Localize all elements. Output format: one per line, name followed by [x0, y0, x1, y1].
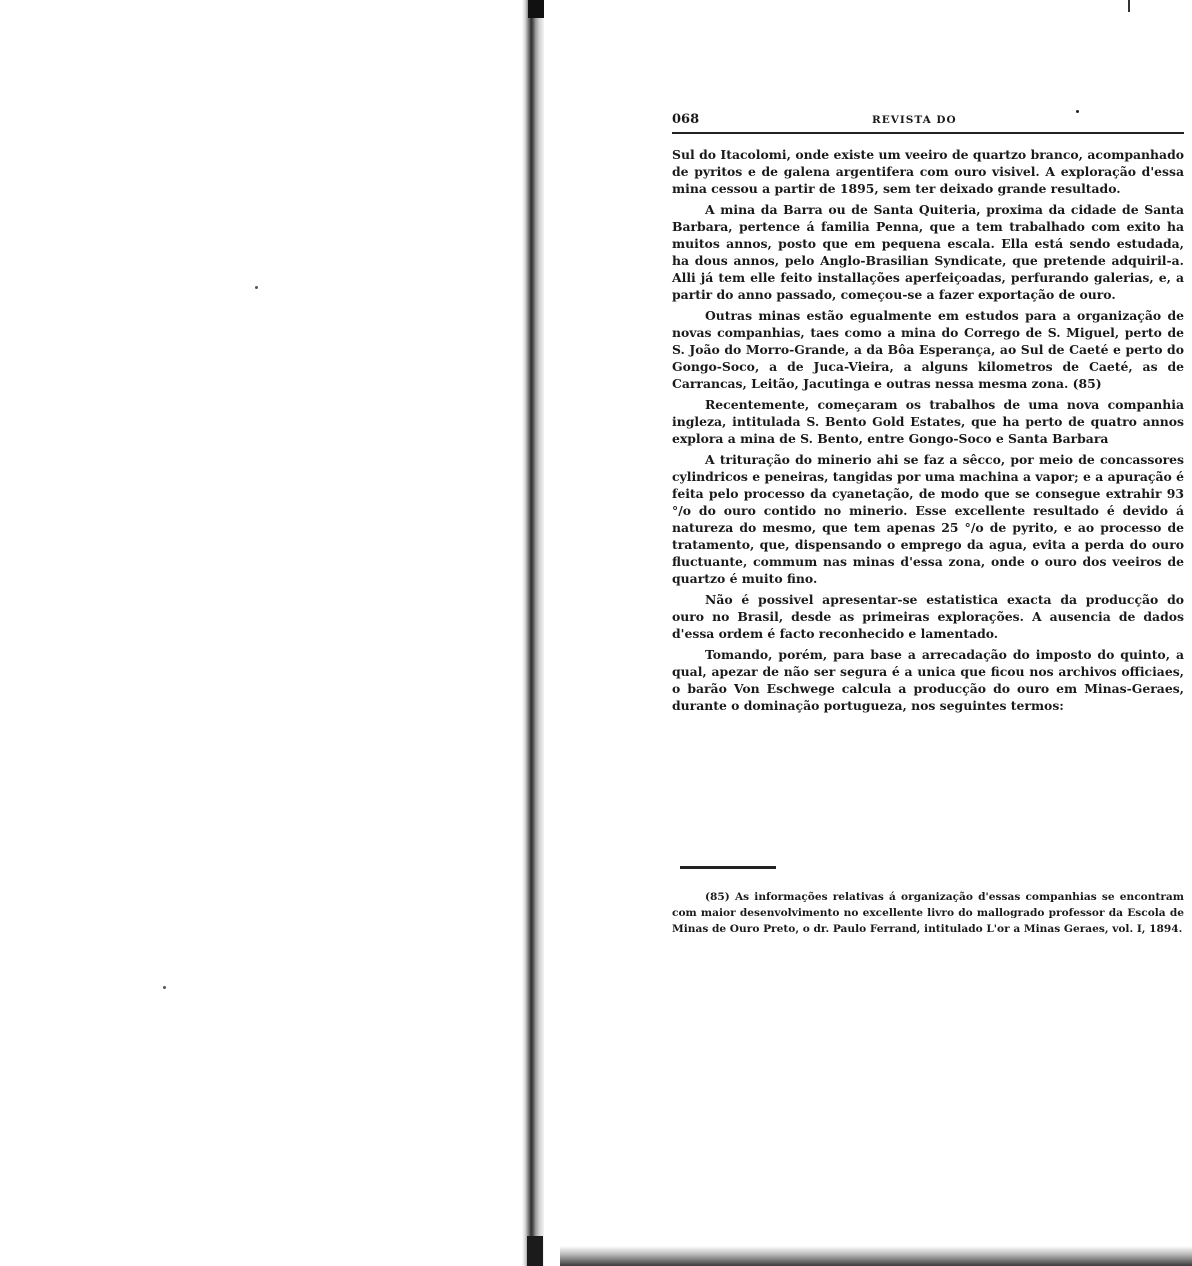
gutter-shadow-top: [528, 0, 544, 18]
paragraph: Tomando, porém, para base a arrecadação do imposto do quinto, a qual, apezar de não ser segura é a unica que ficou nos archivos officiaes, o barão Von Eschwege calcula a producção do ouro em Minas-Geraes, durante o dominação portugueza, nos seguintes termos:: [672, 647, 1184, 713]
paragraph: Recentemente, começaram os trabalhos de uma nova companhia ingleza, intitulada S. Bento Gold Estates, que ha perto de quatro annos explora a mina de S. Bento, entre Gongo-Soco e Santa Barbara: [672, 397, 1184, 446]
paragraph: Não é possivel apresentar-se estatistica exacta da producção do ouro no Brasil, desde as primeiras explorações. A ausencia de dados d'essa ordem é facto reconhecido e lamentado.: [672, 592, 1184, 641]
running-title: REVISTA DO: [872, 114, 957, 126]
page-bottom-edge: [560, 1246, 1192, 1266]
footnote: (85) As informações relativas á organização d'essas companhias se encontram com maior desenvolvimento no excellente livro do mallogrado professor da Escola de Minas de Ouro Preto, o dr. Paulo Ferrand, intitulado L'or a Minas Geraes, vol. I, 1894.: [672, 891, 1184, 935]
paragraph: A trituração do minerio ahi se faz a sêcco, por meio de concassores cylindricos e peneiras, tangidas por uma machina a vapor; e a apuração é feita pelo processo da cyanetação, de modo que se consegue extrahir 93 °/o do ouro contido no minerio. Esse excellente resultado é devido á natureza do mesmo, que tem apenas 25 °/o de pyrito, e ao processo de tratamento, que, dispensando o emprego da agua, evita a perda do ouro fluctuante, commum nas minas d'essa zona, onde o ouro dos veeiros de quartzo é muito fino.: [672, 452, 1184, 586]
paragraph: A mina da Barra ou de Santa Quiteria, proxima da cidade de Santa Barbara, pertence á familia Penna, que a tem trabalhado com exito ha muitos annos, posto que em pequena escala. Ella está sendo estudada, ha dous annos, pelo Anglo-Brasilian Syndicate, que pretende adquiril-a. Alli já tem elle feito installações aperfeiçoadas, perfurando galerias, e, a partir do anno passado, começou-se a fazer exportação de ouro.: [672, 202, 1184, 302]
footnote-divider: [680, 866, 776, 869]
page-speck: [255, 286, 258, 289]
page-number: 068: [672, 112, 700, 127]
page-speck: [163, 986, 166, 989]
gutter-shadow-bottom: [527, 1236, 543, 1266]
book-gutter: [522, 0, 544, 1266]
right-page: [672, 108, 1184, 948]
paragraph: Outras minas estão egualmente em estudos para a organização de novas companhias, taes como a mina do Corrego de S. Miguel, perto de S. João do Morro-Grande, a da Bôa Esperança, ao Sul de Caeté e perto do Gongo-Soco, a de Juca-Vieira, a alguns kilometros de Caeté, as de Carrancas, Leitão, Jacutinga e outras nessa mesma zona. (85): [672, 308, 1184, 391]
body-text: [672, 146, 1184, 714]
blank-left-page: [0, 0, 525, 1266]
corner-mark: [1128, 0, 1130, 12]
paragraph: Sul do Itacolomi, onde existe um veeiro de quartzo branco, acompanhado de pyritos e de galena argentifera com ouro visivel. A exploração d'essa mina cessou a partir de 1895, sem ter deixado grande resultado.: [672, 147, 1184, 196]
running-header: [672, 108, 1184, 134]
header-mark: [1076, 110, 1079, 113]
